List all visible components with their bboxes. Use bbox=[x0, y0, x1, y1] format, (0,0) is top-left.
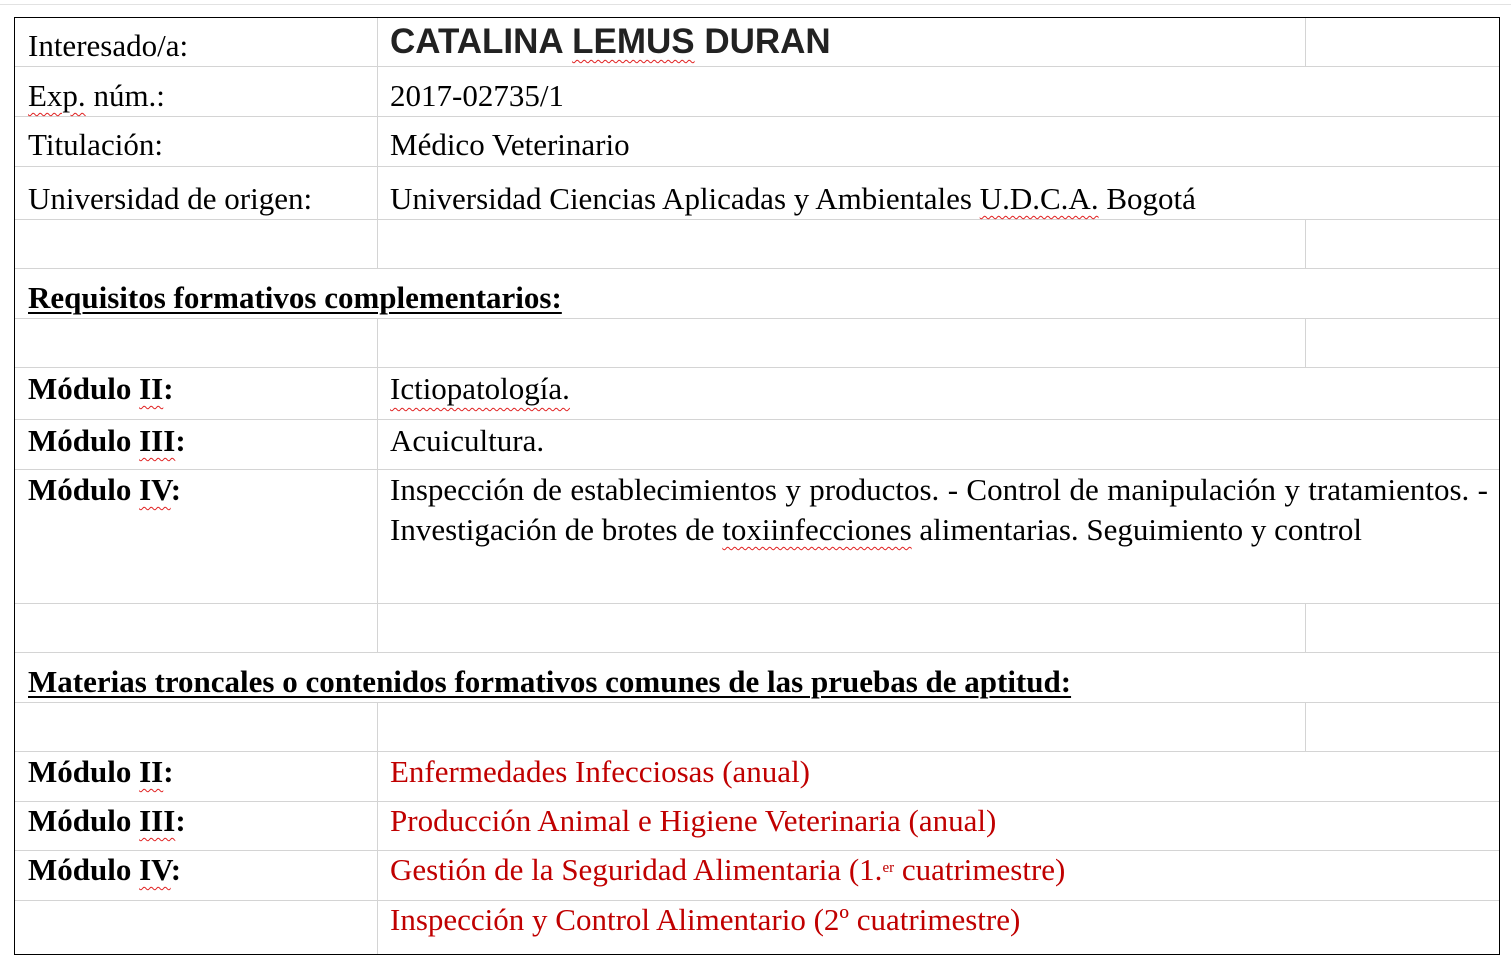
module-colon: : bbox=[175, 803, 186, 838]
column-divider bbox=[377, 318, 378, 652]
module-word: Módulo bbox=[28, 472, 140, 507]
column-divider bbox=[1305, 702, 1306, 751]
universidad-value bbox=[390, 179, 1196, 219]
materias-module-value: Producción Animal e Higiene Veterinaria (anual) bbox=[390, 803, 997, 838]
description-text: Inspección de establecimientos y productos. - Control de manipulación y tratamientos. - Investigación de brotes de bbox=[390, 472, 1488, 547]
materias-module-value: Enfermedades Infecciosas (anual) bbox=[390, 754, 810, 789]
row-divider bbox=[15, 702, 1499, 703]
row-divider bbox=[15, 419, 1499, 420]
titulacion-value: Médico Veterinario bbox=[390, 127, 630, 162]
module-colon: : bbox=[170, 472, 182, 507]
module-word: Módulo bbox=[28, 803, 140, 838]
column-divider bbox=[1305, 603, 1306, 652]
ordinal-suffix: er bbox=[882, 860, 895, 876]
requisitos-module-description bbox=[390, 470, 1488, 550]
page-top-edge bbox=[0, 0, 1511, 5]
exp-label-abbr: Exp. bbox=[28, 78, 86, 113]
module-word: Módulo bbox=[28, 423, 140, 458]
universidad-city: Bogotá bbox=[1098, 181, 1196, 216]
module-word: Módulo bbox=[28, 754, 140, 789]
titulacion-label: Titulación: bbox=[28, 127, 163, 162]
requisitos-module-value: Ictiopatología. bbox=[390, 371, 570, 406]
requisitos-module-label bbox=[28, 470, 181, 510]
column-divider bbox=[1305, 318, 1306, 367]
value-text: cuatrimestre) bbox=[894, 852, 1066, 887]
name-part-flagged: LEMUS bbox=[572, 22, 695, 61]
row-divider bbox=[15, 116, 1499, 117]
universidad-text: Universidad Ciencias Aplicadas y Ambientales bbox=[390, 181, 980, 216]
materias-extra-value: Inspección y Control Alimentario (2º cuatrimestre) bbox=[390, 902, 1021, 937]
interesado-name bbox=[390, 22, 831, 62]
column-divider bbox=[377, 702, 378, 954]
materias-heading: Materias troncales o contenidos formativos comunes de las pruebas de aptitud: bbox=[28, 664, 1072, 699]
universidad-abbr-flagged: U.D.C.A. bbox=[979, 181, 1099, 216]
module-word: Módulo bbox=[28, 852, 140, 887]
row-divider bbox=[15, 603, 1499, 604]
module-numeral: III bbox=[139, 423, 176, 458]
interesado-label: Interesado/a: bbox=[28, 28, 189, 63]
column-divider bbox=[377, 18, 378, 268]
module-word: Módulo bbox=[28, 371, 140, 406]
row-divider bbox=[15, 66, 1499, 67]
module-numeral: II bbox=[139, 371, 164, 406]
description-text: alimentarias. Seguimiento y control bbox=[911, 512, 1362, 547]
exp-value: 2017-02735/1 bbox=[390, 78, 564, 113]
exp-label-rest: núm.: bbox=[85, 78, 165, 113]
value-text: Gestión de la Seguridad Alimentaria (1. bbox=[390, 852, 883, 887]
column-divider bbox=[1305, 18, 1306, 66]
requisitos-module-label bbox=[28, 421, 186, 461]
row-divider bbox=[15, 166, 1499, 167]
module-colon: : bbox=[170, 852, 182, 887]
materias-module-label bbox=[28, 752, 174, 792]
name-part: DURAN bbox=[694, 22, 831, 61]
name-part: CATALINA bbox=[390, 22, 573, 61]
universidad-label: Universidad de origen: bbox=[28, 181, 313, 216]
module-numeral: IV bbox=[139, 852, 171, 887]
materias-module-label bbox=[28, 801, 186, 841]
module-numeral: III bbox=[139, 803, 176, 838]
column-divider bbox=[1305, 219, 1306, 268]
row-divider bbox=[15, 268, 1499, 269]
materias-module-label bbox=[28, 850, 181, 890]
requisitos-heading: Requisitos formativos complementarios: bbox=[28, 280, 562, 315]
module-numeral: II bbox=[139, 754, 164, 789]
module-colon: : bbox=[175, 423, 186, 458]
module-numeral: IV bbox=[139, 472, 171, 507]
materias-module-value bbox=[390, 850, 1065, 890]
module-colon: : bbox=[163, 371, 174, 406]
exp-label bbox=[28, 76, 165, 116]
row-divider bbox=[15, 318, 1499, 319]
module-colon: : bbox=[163, 754, 174, 789]
row-divider bbox=[15, 652, 1499, 653]
requisitos-module-label bbox=[28, 369, 174, 409]
row-divider bbox=[15, 219, 1499, 220]
row-divider bbox=[15, 367, 1499, 368]
description-flagged-word: toxiinfecciones bbox=[722, 512, 912, 547]
requisitos-module-value: Acuicultura. bbox=[390, 423, 545, 458]
